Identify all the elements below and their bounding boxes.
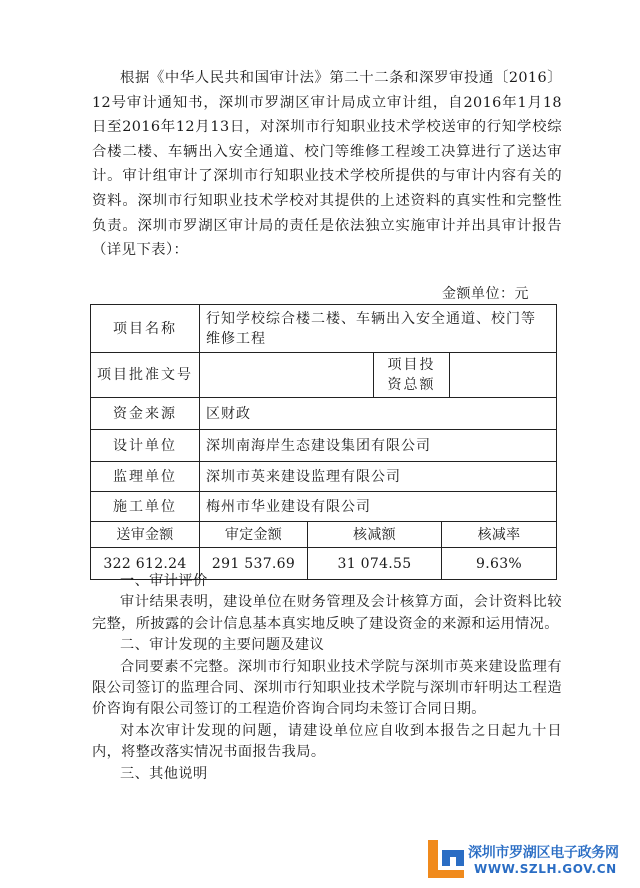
fund-source-value: 区财政 <box>200 398 557 430</box>
watermark-url: WWW.SZLH.GOV.CN <box>474 862 617 876</box>
section-1-title: 一、审计评价 <box>120 573 208 589</box>
section-2-body: 合同要素不完整。深圳市行知职业技术学院与深圳市英来建设监理有限公司签订的监理合同、深圳市行知职业技术学院与深圳市轩明达工程造价咨询有限公司签订的工程造价咨询合同均未签订合同日期。 <box>92 658 562 718</box>
intro-paragraph: 根据《中华人民共和国审计法》第二十二条和深罗审投通〔2016〕12号审计通知书，深圳市罗湖区审计局成立审计组，自2016年1月18日至2016年12月13日，对深圳市行知职业技术学校送审的行知学校综合楼二楼、车辆出入安全通道、校门等维修工程竣工决算进行了送达审计。审计组审计了深圳市行知职业技术学校所提供的与审计内容有关的资料。深圳市行知职业技术学校对其提供的上述资料的真实性和完整性负责。深圳市罗湖区审计局的责任是依法独立实施审计并出具审计报告（详见下表）： <box>92 70 562 259</box>
header-reduction-amount: 核减额 <box>308 522 442 548</box>
audit-info-table <box>90 304 557 580</box>
watermark-title: 深圳市罗湖区电子政务网 <box>468 845 619 861</box>
investment-value <box>450 353 557 398</box>
value-submitted-amount: 322 612.24 <box>91 548 200 580</box>
project-name-value: 行知学校综合楼二楼、车辆出入安全通道、校门等维修工程 <box>200 305 557 353</box>
section-3-title: 三、其他说明 <box>120 765 208 782</box>
approval-value <box>200 353 374 398</box>
supervision-unit-label: 监理单位 <box>91 462 200 492</box>
table-row <box>91 430 557 462</box>
table-row <box>91 462 557 492</box>
site-watermark <box>424 832 640 888</box>
table-row <box>91 398 557 430</box>
table-row <box>91 353 557 398</box>
section-2-title: 二、审计发现的主要问题及建议 <box>120 637 325 654</box>
value-approved-amount: 291 537.69 <box>200 548 308 580</box>
value-reduction-amount: 31 074.55 <box>308 548 442 580</box>
construction-unit-label: 施工单位 <box>91 492 200 522</box>
value-reduction-rate: 9.63% <box>442 548 557 580</box>
table-row <box>91 522 557 548</box>
design-unit-value: 深圳南海岸生态建设集团有限公司 <box>200 430 557 462</box>
design-unit-label: 设计单位 <box>91 430 200 462</box>
amount-unit: 金额单位：元 <box>442 286 529 302</box>
table-row <box>91 305 557 353</box>
header-reduction-rate: 核减率 <box>442 522 557 548</box>
project-name-label: 项目名称 <box>91 305 200 353</box>
luohu-logo-icon <box>424 836 468 882</box>
header-approved-amount: 审定金额 <box>200 522 308 548</box>
construction-unit-value: 梅州市华业建设有限公司 <box>200 492 557 522</box>
approval-label: 项目批准文号 <box>91 353 200 398</box>
supervision-unit-value: 深圳市英来建设监理有限公司 <box>200 462 557 492</box>
header-submitted-amount: 送审金额 <box>91 522 200 548</box>
table-row <box>91 492 557 522</box>
section-2-advice: 对本次审计发现的问题，请建设单位应自收到本报告之日起九十日内，将整改落实情况书面报告我局。 <box>92 722 562 761</box>
section-1-body: 审计结果表明，建设单位在财务管理及会计核算方面，会计资料比较完整，所披露的会计信息基本真实地反映了建设资金的来源和运用情况。 <box>92 594 562 632</box>
fund-source-label: 资金来源 <box>91 398 200 430</box>
findings-section <box>92 571 562 785</box>
investment-label: 项目投资总额 <box>374 353 450 398</box>
intro-section <box>92 66 562 263</box>
